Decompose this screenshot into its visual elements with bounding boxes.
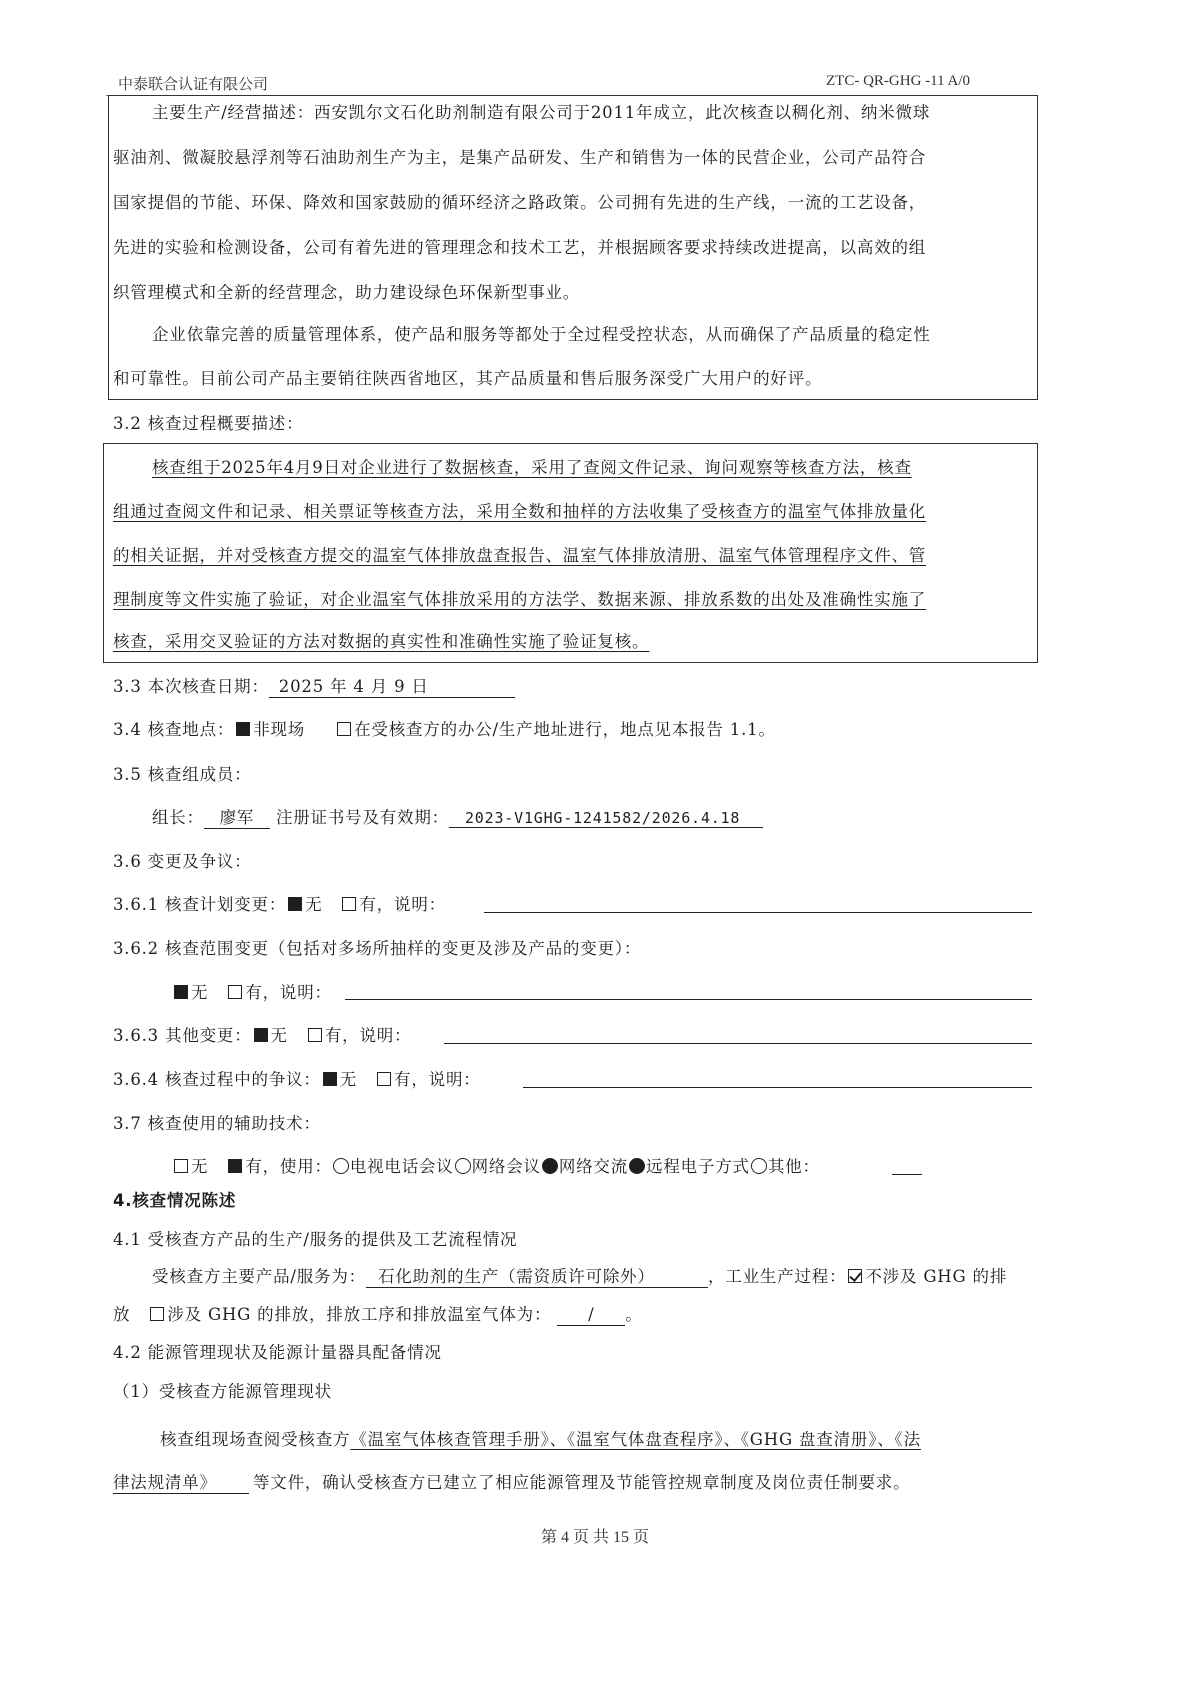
company-name: 中泰联合认证有限公司 [118,77,269,93]
no-ghg-label-a: 不涉及 GHG 的排 [865,1267,1008,1286]
network-exchange-label: 网络交流 [558,1157,629,1176]
section-3-6-2 [172,983,332,1003]
cert-number: 2023-V1GHG-1241582/2026.4.18 [449,809,763,828]
verification-date-value: 2025 年 4 月 9 日 [269,677,515,698]
main-product-label: 受核查方主要产品/服务为： [152,1267,366,1286]
network-exchange-radio[interactable] [542,1158,558,1174]
aux-tech-no-checkbox[interactable] [174,1159,188,1173]
process-line-1: 核查组于2025年4月9日对企业进行了数据核查，采用了查阅文件记录、询问观察等核查方法，核查 [152,458,912,477]
has-ghg-label: 涉及 GHG 的排放，排放工序和排放温室气体为： [167,1305,552,1324]
section-4-2-para-line-1 [160,1430,921,1450]
section-4-2-1-title: （1）受核查方能源管理现状 [113,1382,332,1401]
other-change-label: 3.6.3 其他变更： [113,1026,252,1045]
other-change-no-label: 无 [270,1026,288,1045]
dispute-yes-checkbox[interactable] [377,1072,391,1086]
energy-docs-line-1: 《温室气体核查管理手册》、《温室气体盘查程序》、《GHG 盘查清册》、《法 [350,1430,921,1449]
plan-change-note-line[interactable] [484,912,1032,913]
section-3-2-title: 3.2 核查过程概要描述： [113,414,304,433]
section-3-7-options [172,1157,820,1177]
dispute-yes-label: 有，说明： [394,1070,481,1089]
section-4-1-end: 。 [625,1305,643,1324]
web-meeting-radio[interactable] [455,1158,471,1174]
desc-line-6: 企业依靠完善的质量管理体系，使产品和服务等都处于全过程受控状态，从而确保了产品质量的稳定性 [152,325,931,344]
dispute-note-line[interactable] [523,1087,1032,1088]
section-3-3 [113,677,515,698]
desc-line-4: 先进的实验和检测设备，公司有着先进的管理理念和技术工艺，并根据顾客要求持续改进提高，以高效的组 [113,238,927,257]
onsite-checkbox[interactable] [337,722,351,736]
section-3-4 [113,720,776,740]
no-ghg-label-b: 放 [113,1305,131,1324]
plan-change-label: 3.6.1 核查计划变更： [113,895,287,914]
process-line-3: 的相关证据，并对受核查方提交的温室气体排放盘查报告、温室气体排放清册、温室气体管理程序文件、管 [113,546,927,565]
section-4-1-title: 4.1 受核查方产品的生产/服务的提供及工艺流程情况 [113,1230,518,1249]
dispute-label: 3.6.4 核查过程中的争议： [113,1070,321,1089]
dispute-no-checkbox[interactable] [323,1072,337,1086]
scope-change-note-line[interactable] [345,999,1032,1000]
energy-docs-line-2: 律法规清单》 [113,1473,249,1494]
verification-date-label: 3.3 本次核查日期： [113,677,269,696]
section-3-6-1 [113,895,446,915]
industrial-process-label: ，工业生产过程： [707,1267,847,1286]
plan-change-yes-checkbox[interactable] [342,897,356,911]
process-line-5: 核查，采用交叉验证的方法对数据的真实性和准确性实施了验证复核。 [113,632,650,651]
desc-line-7: 和可靠性。目前公司产品主要销往陕西省地区，其产品质量和售后服务深受广大用户的好评。 [113,369,823,388]
offsite-label: 非现场 [253,720,306,739]
aux-tech-yes-checkbox[interactable] [228,1159,242,1173]
other-change-yes-label: 有，说明： [324,1026,412,1045]
process-line-2: 组通过查阅文件和记录、相关票证等核查方法，采用全数和抽样的方法收集了受核查方的温室气体排放量化 [113,502,927,521]
section-4-1-line-1 [152,1267,1007,1288]
other-method-note-line[interactable] [892,1174,922,1175]
section-3-6-title: 3.6 变更及争议： [113,852,252,871]
has-ghg-checkbox[interactable] [150,1307,164,1321]
other-change-note-line[interactable] [444,1043,1032,1044]
document-code: ZTC- QR-GHG -11 A/0 [826,73,971,89]
scope-change-yes-label: 有，说明： [245,983,332,1002]
section-3-6-4 [113,1070,481,1090]
energy-mgmt-suffix: 等文件，确认受核查方已建立了相应能源管理及节能管控规章制度及岗位责任制要求。 [253,1473,911,1492]
team-leader-row [152,808,763,829]
team-leader-label: 组长： [152,808,204,827]
section-3-5-title: 3.5 核查组成员： [113,765,252,784]
onsite-label: 在受核查方的办公/生产地址进行，地点见本报告 1.1。 [354,720,776,739]
section-4-title: 4.核查情况陈述 [113,1191,237,1210]
desc-line-3: 国家提倡的节能、环保、降效和国家鼓励的循环经济之路政策。公司拥有先进的生产线，一流的工艺设备， [113,193,927,212]
tv-conference-radio[interactable] [333,1158,349,1174]
section-3-6-3 [113,1026,411,1046]
energy-mgmt-prefix: 核查组现场查阅受核查方 [160,1430,351,1449]
section-4-2-para-line-2 [113,1473,910,1494]
plan-change-no-label: 无 [305,895,323,914]
section-3-6-2-title: 3.6.2 核查范围变更（包括对多场所抽样的变更及涉及产品的变更）： [113,939,642,958]
main-product-value: 石化助剂的生产（需资质许可除外） [366,1267,708,1288]
desc-line-2: 驱油剂、微凝胶悬浮剂等石油助剂生产为主，是集产品研发、生产和销售为一体的民营企业，公司产品符合 [113,148,927,167]
other-method-label: 其他： [767,1157,820,1176]
process-line-4: 理制度等文件实施了验证，对企业温室气体排放采用的方法学、数据来源、排放系数的出处及准确性实施了 [113,590,927,609]
verification-site-label: 3.4 核查地点： [113,720,235,739]
page-number: 第 4 页 共 15 页 [540,1529,649,1546]
no-ghg-checkbox[interactable] [848,1269,862,1283]
remote-electronic-radio[interactable] [629,1158,645,1174]
desc-line-1: 主要生产/经营描述：西安凯尔文石化助剂制造有限公司于2011年成立，此次核查以稠化剂、纳米微球 [152,103,931,122]
section-4-2-title: 4.2 能源管理现状及能源计量器具配备情况 [113,1343,442,1362]
aux-tech-yes-label: 有，使用： [245,1157,332,1176]
offsite-checkbox[interactable] [236,722,250,736]
tv-conference-label: 电视电话会议 [349,1157,454,1176]
other-method-radio[interactable] [751,1158,767,1174]
other-change-no-checkbox[interactable] [254,1028,268,1042]
section-4-1-line-2 [113,1305,643,1326]
desc-line-5: 织管理模式和全新的经营理念，助力建设绿色环保新型事业。 [113,283,581,302]
aux-tech-no-label: 无 [191,1157,209,1176]
scope-change-no-checkbox[interactable] [174,985,188,999]
scope-change-no-label: 无 [191,983,209,1002]
plan-change-yes-label: 有，说明： [359,895,446,914]
scope-change-yes-checkbox[interactable] [228,985,242,999]
other-change-yes-checkbox[interactable] [308,1028,322,1042]
dispute-no-label: 无 [339,1070,358,1089]
remote-electronic-label: 远程电子方式 [646,1157,750,1176]
web-meeting-label: 网络会议 [471,1157,541,1176]
ghg-gas-value: / [557,1305,625,1326]
cert-label: 注册证书号及有效期： [275,808,449,827]
plan-change-no-checkbox[interactable] [288,897,302,911]
team-leader-name: 廖军 [204,808,270,829]
section-3-7-title: 3.7 核查使用的辅助技术： [113,1114,321,1133]
